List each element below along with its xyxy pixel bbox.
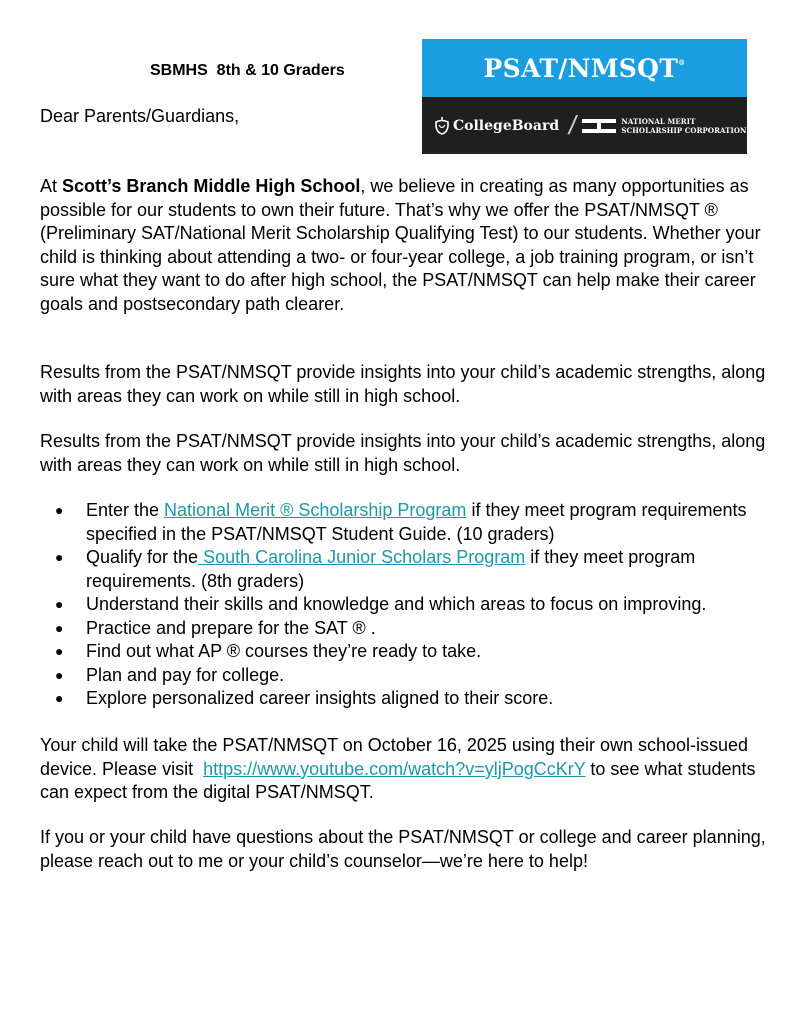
- intro-pre: At: [40, 176, 63, 196]
- logo-title-text: PSAT/NMSQT: [483, 53, 679, 83]
- nmsc-wordmark: [621, 117, 746, 135]
- national-merit-link[interactable]: National Merit ® Scholarship Program: [164, 500, 467, 520]
- bullet-icon: ●: [55, 502, 64, 518]
- nmsc-logo: [582, 117, 746, 135]
- school-name: Scott’s Branch Middle High School: [62, 176, 361, 196]
- bullet-icon: ●: [55, 690, 64, 706]
- item-text: if they meet program requirements. (8th graders): [86, 547, 696, 591]
- collegeboard-logo: [434, 116, 559, 135]
- nmsc-line-2: SCHOLARSHIP CORPORATION: [621, 125, 747, 135]
- logo-sponsor-band: [422, 97, 747, 154]
- item-text: if they meet program requirements specified in the PSAT/NMSQT Student Guide. (10 graders): [86, 500, 747, 544]
- bullet-icon: ●: [55, 619, 64, 636]
- benefits-list: [40, 499, 780, 711]
- list-item: [40, 664, 780, 688]
- closing-paragraph: If you or your child have questions about the PSAT/NMSQT or college and career planning, please reach out to me or your child’s counselor—we’re here to help!: [40, 827, 766, 871]
- list-item: [40, 687, 780, 711]
- item-text: Explore personalized career insights aligned to their score.: [86, 688, 554, 708]
- list-item: [40, 499, 780, 546]
- collegeboard-wordmark: CollegeBoard: [453, 117, 560, 134]
- nmsc-emblem-icon: [582, 118, 616, 134]
- item-text: Qualify for the: [86, 547, 199, 567]
- logo-divider: /: [566, 110, 580, 140]
- bullet-icon: ●: [55, 549, 64, 565]
- sc-junior-scholars-link[interactable]: South Carolina Junior Scholars Program: [198, 547, 526, 567]
- trademark-symbol: ®: [678, 57, 686, 67]
- item-text: Understand their skills and knowledge and which areas to focus on improving.: [86, 594, 707, 614]
- test-info-paragraph: [40, 734, 770, 805]
- list-item: [40, 617, 780, 641]
- bullet-icon: ●: [55, 666, 64, 683]
- bullet-icon: ●: [55, 596, 64, 612]
- item-text: Practice and prepare for the SAT ® .: [86, 617, 376, 638]
- youtube-video-link[interactable]: https://www.youtube.com/watch?v=yljPogCcKrY: [203, 758, 586, 779]
- intro-paragraph: [40, 175, 770, 316]
- item-text: Enter the: [86, 500, 165, 520]
- logo-title: [484, 54, 686, 83]
- list-item: [40, 546, 780, 593]
- results-paragraph-2: Results from the PSAT/NMSQT provide insights into your child’s academic strengths, along with areas they can work on while still in high school.: [40, 431, 766, 475]
- list-item: [40, 593, 780, 617]
- test-info-post: to see what students can expect from the digital PSAT/NMSQT.: [40, 758, 756, 802]
- psat-nmsqt-logo: [422, 39, 747, 154]
- bullet-icon: ●: [55, 643, 64, 659]
- item-text: Plan and pay for college.: [86, 664, 285, 685]
- salutation: Dear Parents/Guardians,: [40, 106, 240, 126]
- test-info-pre: Your child will take the PSAT/NMSQT on October 16, 2025 using their own school-issued device. Please visit: [40, 735, 754, 779]
- acorn-icon: [434, 116, 450, 135]
- list-item: [40, 640, 780, 664]
- results-paragraph-1: Results from the PSAT/NMSQT provide insights into your child’s academic strengths, along with areas they can work on while still in high school.: [40, 362, 766, 406]
- intro-post: , we believe in creating as many opportunities as possible for our students to own their future. That’s why we offer the PSAT/NMSQT ® (Preliminary SAT/National Merit Scholarship Qualifying Test) to our students. Whether your child is thinking about attending a two- or four-year college, a job training program, or isn’t sure what they want to do after high school, the PSAT/NMSQT can help make their career goals and postsecondary path clearer.: [40, 176, 761, 314]
- document-heading: SBMHS 8th & 10 Graders: [150, 62, 345, 79]
- logo-title-band: [422, 39, 747, 97]
- item-text: Find out what AP ® courses they’re ready to take.: [86, 641, 482, 661]
- nmsc-line-1: NATIONAL MERIT: [621, 116, 696, 126]
